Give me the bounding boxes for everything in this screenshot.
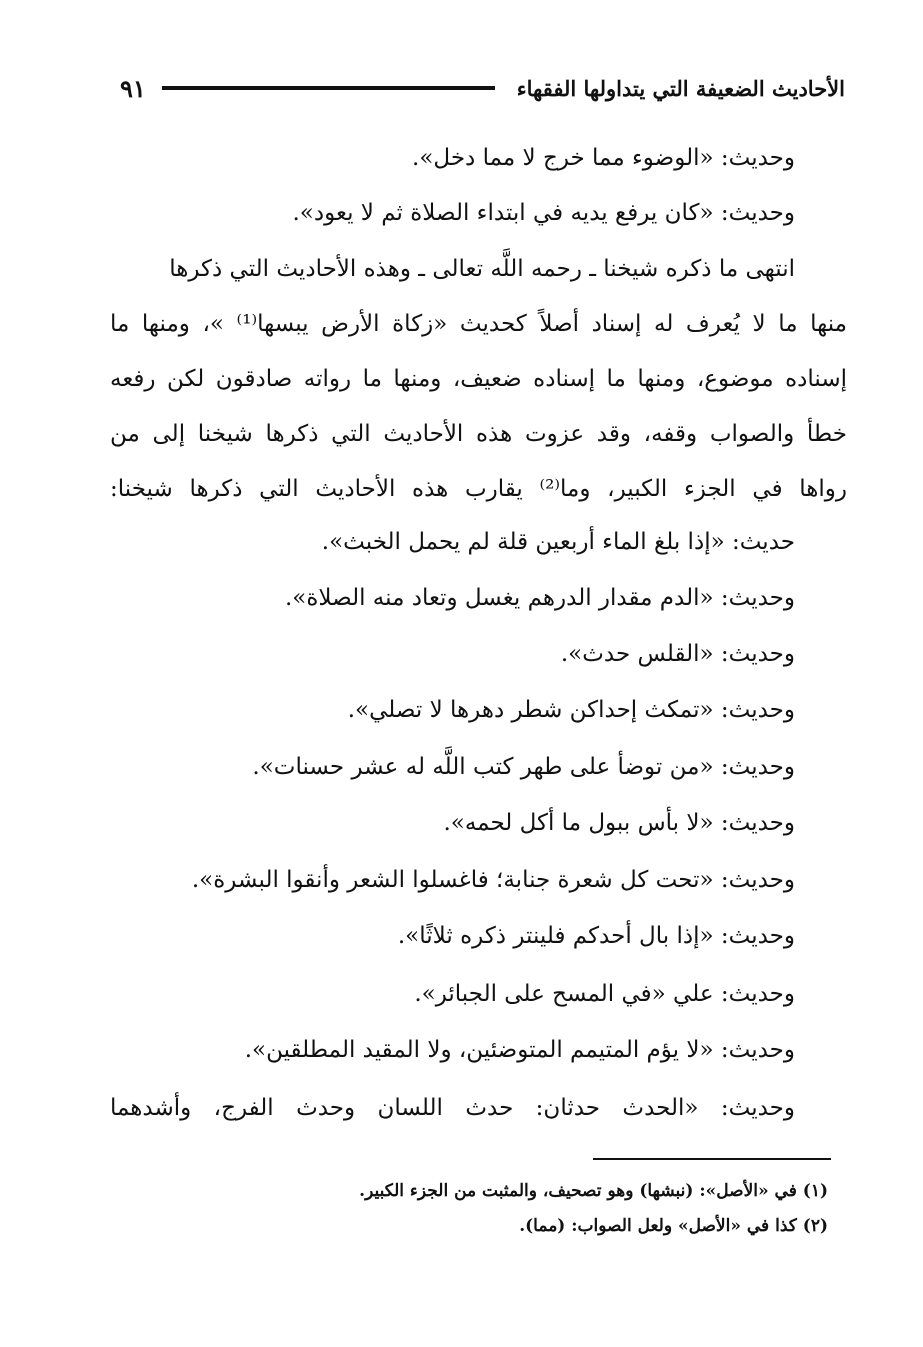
page-number: ٩١ <box>120 73 146 103</box>
paragraph-line: خطأ والصواب وقفه، وقد عزوت هذه الأحاديث التي ذكرها شيخنا إلى من <box>110 421 847 447</box>
footnote-separator <box>593 1158 831 1160</box>
hadith-line: وحديث: «تمكث إحداكن شطر دهرها لا تصلي». <box>347 697 795 723</box>
paragraph-line: منها ما لا يُعرف له إسناد أصلاً كحديث «زكاة الأرض يبسها⁽¹⁾ »، ومنها ما <box>110 311 847 337</box>
paragraph-line: إسناده موضوع، ومنها ما إسناده ضعيف، ومنها ما رواته صادقون لكن رفعه <box>110 366 847 392</box>
footnote-2: (٢) كذا في «الأصل» ولعل الصواب: (مما). <box>519 1216 828 1236</box>
hadith-line: وحديث: «الدم مقدار الدرهم يغسل وتعاد منه الصلاة». <box>284 585 795 611</box>
hadith-line: وحديث: «الحدث حدثان: حدث اللسان وحدث الفرج، وأشدهما <box>110 1095 795 1121</box>
hadith-line: وحديث: «لا بأس ببول ما أكل لحمه». <box>443 810 795 836</box>
hadith-line: وحديث: «لا يؤم المتيمم المتوضئين، ولا المقيد المطلقين». <box>244 1037 795 1063</box>
paragraph-first-line: انتهى ما ذكره شيخنا ـ رحمه اللَّه تعالى ـ وهذه الأحاديث التي ذكرها <box>169 256 795 282</box>
hadith-line: وحديث: علي «في المسح على الجبائر». <box>414 981 795 1007</box>
hadith-line: وحديث: «إذا بال أحدكم فلينتر ذكره ثلاثًا». <box>397 923 795 949</box>
hadith-line: حديث: «إذا بلغ الماء أربعين قلة لم يحمل الخبث». <box>321 529 795 555</box>
hadith-line: وحديث: «الوضوء مما خرج لا مما دخل». <box>412 145 795 171</box>
footnote-1: (١) في «الأصل»: (نبشها) وهو تصحيف، والمثبت من الجزء الكبير. <box>359 1181 828 1201</box>
paragraph-line: رواها في الجزء الكبير، وما⁽²⁾ يقارب هذه الأحاديث التي ذكرها شيخنا: <box>110 476 847 502</box>
hadith-line: وحديث: «من توضأ على طهر كتب اللَّه له عشر حسنات». <box>252 754 795 780</box>
running-header <box>120 68 845 108</box>
hadith-line: وحديث: «كان يرفع يديه في ابتداء الصلاة ثم لا يعود». <box>292 200 795 226</box>
hadith-line: وحديث: «القلس حدث». <box>560 641 795 667</box>
header-rule <box>162 86 495 90</box>
hadith-line: وحديث: «تحت كل شعرة جنابة؛ فاغسلوا الشعر وأنقوا البشرة». <box>191 867 795 893</box>
running-title: الأحاديث الضعيفة التي يتداولها الفقهاء <box>516 75 845 101</box>
